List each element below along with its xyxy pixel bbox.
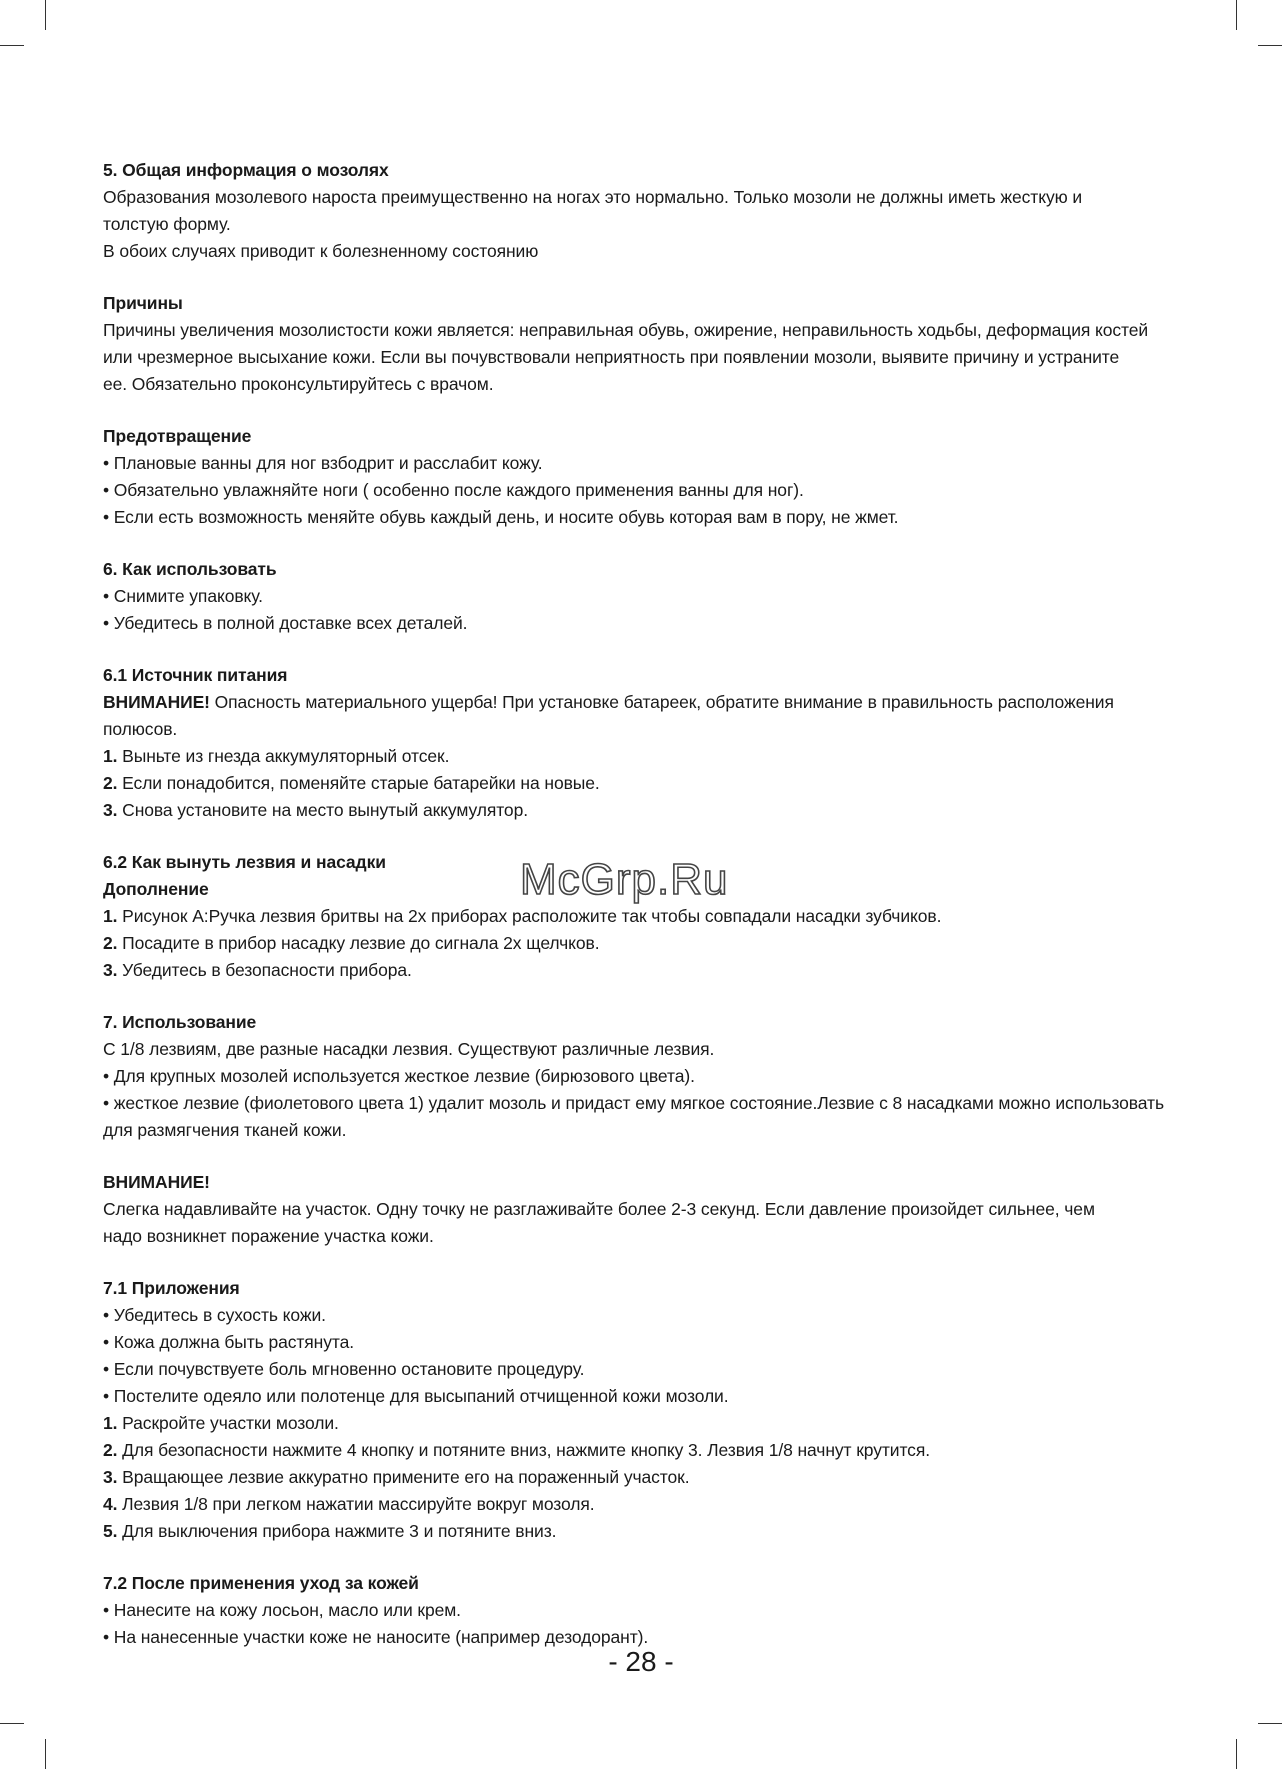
section-how-to-use	[103, 556, 1183, 637]
section-heading: ВНИМАНИЕ!	[103, 1172, 210, 1192]
step-number: 3.	[103, 800, 118, 820]
paragraph-line: С 1/8 лезвиям, две разные насадки лезвия. Существуют различные лезвия.	[103, 1039, 715, 1059]
bullet-item: • Если есть возможность меняйте обувь каждый день, и носите обувь которая вам в пору, не жмет.	[103, 507, 899, 527]
step-item	[103, 930, 1183, 957]
step-item	[103, 770, 1183, 797]
crop-mark	[1258, 1723, 1282, 1724]
section-heading: Причины	[103, 293, 183, 313]
step-number: 1.	[103, 906, 118, 926]
paragraph-line: толстую форму.	[103, 214, 231, 234]
section-applications	[103, 1275, 1183, 1545]
step-text: Лезвия 1/8 при легком нажатии массируйте вокруг мозоля.	[117, 1494, 595, 1514]
page-number: - 28 -	[608, 1646, 674, 1677]
step-item	[103, 957, 1183, 984]
paragraph-line: или чрезмерное высыхание кожи. Если вы почувствовали неприятность при появлении мозоли, выявите причину и устраните	[103, 347, 1120, 367]
step-number: 1.	[103, 746, 118, 766]
step-number: 2.	[103, 933, 118, 953]
section-usage	[103, 1009, 1183, 1144]
section-power-source	[103, 662, 1183, 824]
section-prevention	[103, 423, 1183, 531]
bullet-item: • Для крупных мозолей используется жесткое лезвие (бирюзового цвета).	[103, 1066, 695, 1086]
step-text: Для выключения прибора нажмите 3 и потяните вниз.	[117, 1521, 557, 1541]
bullet-item: • жесткое лезвие (фиолетового цвета 1) удалит мозоль и придаст ему мягкое состояние.Лезвие с 8 насадками можно использовать	[103, 1093, 1164, 1113]
document-body	[103, 157, 1183, 1676]
paragraph-line: Причины увеличения мозолистости кожи является: неправильная обувь, ожирение, неправильность ходьбы, деформация костей	[103, 320, 1149, 340]
step-item	[103, 903, 1183, 930]
section-heading: 7.1 Приложения	[103, 1278, 240, 1298]
step-text: Рисунок А:Ручка лезвия бритвы на 2х приборах расположите так чтобы совпадали насадки зубчиков.	[117, 906, 942, 926]
section-heading: Предотвращение	[103, 426, 252, 446]
paragraph-line: ее. Обязательно проконсультируйтесь с врачом.	[103, 374, 494, 394]
paragraph-line: для размягчения тканей кожи.	[103, 1120, 347, 1140]
bullet-item: • Убедитесь в сухость кожи.	[103, 1305, 326, 1325]
bullet-item: • На нанесенные участки коже не наносите (например дезодорант).	[103, 1627, 649, 1647]
step-item	[103, 1410, 1183, 1437]
step-item	[103, 1491, 1183, 1518]
step-text: Раскройте участки мозоли.	[117, 1413, 339, 1433]
step-number: 5.	[103, 1521, 118, 1541]
warning-line	[103, 689, 1183, 716]
step-number: 3.	[103, 1467, 118, 1487]
step-item	[103, 797, 1183, 824]
bullet-item: • Обязательно увлажняйте ноги ( особенно после каждого применения ванны для ног).	[103, 480, 804, 500]
section-heading: 7. Использование	[103, 1012, 257, 1032]
crop-mark	[1236, 1739, 1237, 1769]
step-text: Если понадобится, поменяйте старые батарейки на новые.	[117, 773, 600, 793]
section-aftercare	[103, 1570, 1183, 1651]
step-item	[103, 1518, 1183, 1545]
section-causes	[103, 290, 1183, 398]
section-subheading: Дополнение	[103, 879, 209, 899]
bullet-item: • Нанесите на кожу лосьон, масло или крем.	[103, 1600, 461, 1620]
crop-mark	[0, 45, 24, 46]
warning-label: ВНИМАНИЕ!	[103, 692, 210, 712]
warning-text: Опасность материального ущерба! При установке батареек, обратите внимание в правильность расположения	[209, 692, 1114, 712]
section-heading: 5. Общая информация о мозолях	[103, 160, 389, 180]
paragraph-line: Слегка надавливайте на участок. Одну точку не разглаживайте более 2-3 секунд. Если давление произойдет сильнее, чем	[103, 1199, 1095, 1219]
bullet-item: • Снимите упаковку.	[103, 586, 263, 606]
paragraph-line: Образования мозолевого нароста преимущественно на ногах это нормально. Только мозоли не должны иметь жесткую и	[103, 187, 1083, 207]
crop-mark	[0, 1723, 24, 1724]
bullet-item: • Постелите одеяло или полотенце для высыпаний отчищенной кожи мозоли.	[103, 1386, 729, 1406]
step-number: 2.	[103, 773, 118, 793]
step-text: Для безопасности нажмите 4 кнопку и потяните вниз, нажмите кнопку 3. Лезвия 1/8 начнут крутится.	[117, 1440, 930, 1460]
crop-mark	[1236, 0, 1237, 30]
step-text: Вращающее лезвие аккуратно примените его на пораженный участок.	[117, 1467, 690, 1487]
section-heading: 7.2 После применения уход за кожей	[103, 1573, 419, 1593]
section-attention	[103, 1169, 1183, 1250]
paragraph-line: В обоих случаях приводит к болезненному состоянию	[103, 241, 539, 261]
step-number: 2.	[103, 1440, 118, 1460]
crop-mark	[45, 1739, 46, 1769]
bullet-item: • Если почувствуете боль мгновенно остановите процедуру.	[103, 1359, 585, 1379]
bullet-item: • Убедитесь в полной доставке всех деталей.	[103, 613, 468, 633]
step-number: 1.	[103, 1413, 118, 1433]
section-heading: 6. Как использовать	[103, 559, 277, 579]
paragraph-line: надо возникнет поражение участка кожи.	[103, 1226, 434, 1246]
bullet-item: • Кожа должна быть растянута.	[103, 1332, 354, 1352]
section-calluses-info	[103, 157, 1183, 265]
step-text: Убедитесь в безопасности прибора.	[117, 960, 412, 980]
step-number: 3.	[103, 960, 118, 980]
watermark: McGrp.Ru	[520, 855, 729, 904]
crop-mark	[45, 0, 46, 30]
section-heading: 6.1 Источник питания	[103, 665, 288, 685]
step-item	[103, 743, 1183, 770]
section-heading: 6.2 Как вынуть лезвия и насадки	[103, 852, 386, 872]
step-text: Посадите в прибор насадку лезвие до сигнала 2х щелчков.	[117, 933, 600, 953]
step-text: Выньте из гнезда аккумуляторный отсек.	[117, 746, 450, 766]
step-text: Снова установите на место вынутый аккумулятор.	[117, 800, 528, 820]
bullet-item: • Плановые ванны для ног взбодрит и расслабит кожу.	[103, 453, 543, 473]
step-item	[103, 1437, 1183, 1464]
paragraph-line: полюсов.	[103, 719, 178, 739]
step-item	[103, 1464, 1183, 1491]
crop-mark	[1258, 45, 1282, 46]
step-number: 4.	[103, 1494, 118, 1514]
